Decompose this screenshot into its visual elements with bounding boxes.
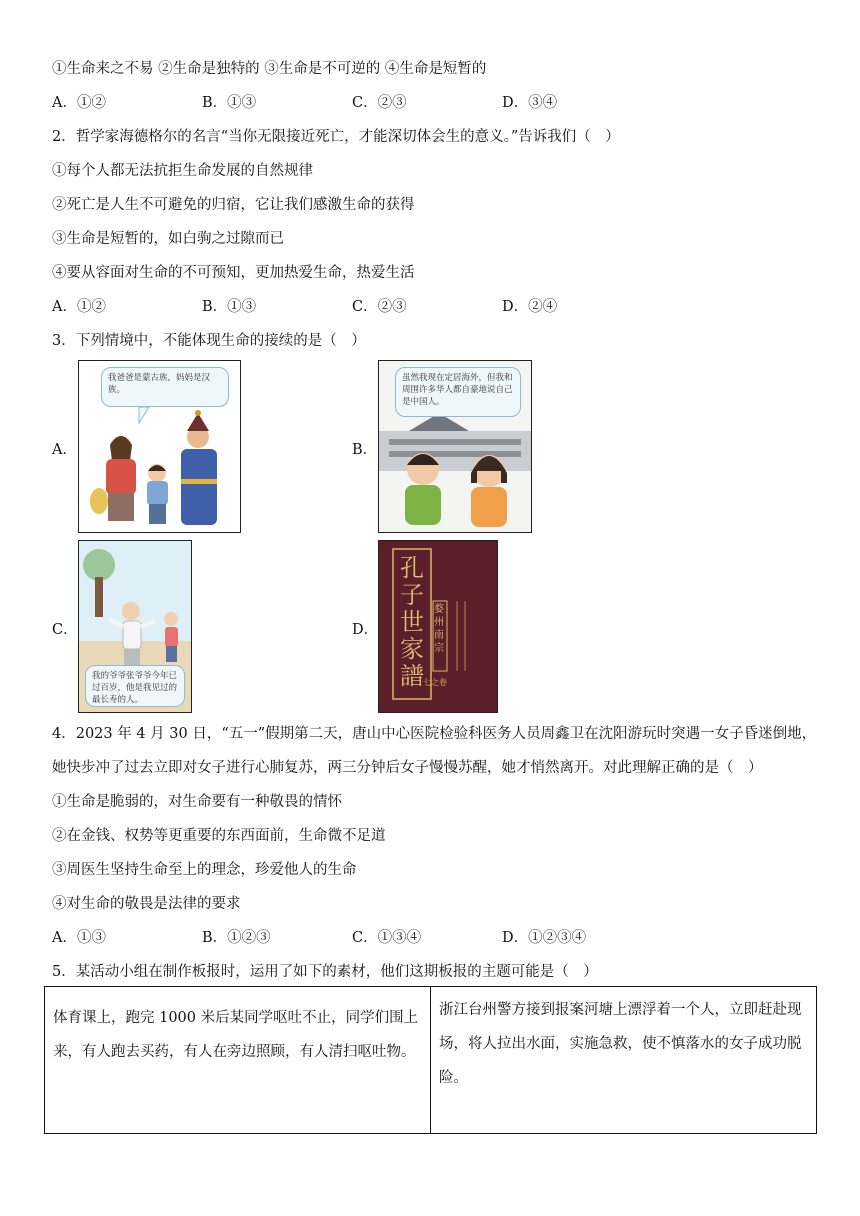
q3-stem: 3．下列情境中，不能体现生命的接续的是（ ） <box>52 333 366 349</box>
q4-option-c[interactable]: C．①③④ <box>352 930 422 946</box>
q4-statement-1: ①生命是脆弱的，对生命要有一种敬畏的情怀 <box>52 794 342 810</box>
q3-a-speech-bubble: 我爸爸是蒙古族，妈妈是汉族。 <box>101 367 229 407</box>
q4-option-a[interactable]: A．①③ <box>52 930 106 946</box>
q1-statements: ①生命来之不易 ②生命是独特的 ③生命是不可逆的 ④生命是短暂的 <box>52 61 487 77</box>
q4-option-d[interactable]: D．①②③④ <box>502 930 587 946</box>
q2-option-d[interactable]: D．②④ <box>502 299 558 315</box>
q2-option-c[interactable]: C．②③ <box>352 299 407 315</box>
q3-label-b[interactable]: B． <box>352 442 378 458</box>
book-volume: 七之卷 <box>423 678 447 687</box>
book-title-char: 子 <box>400 581 424 609</box>
q5-stem: 5．某活动小组在制作板报时，运用了如下的素材，他们这期板报的主题可能是（ ） <box>52 964 598 980</box>
book-title-char: 世 <box>400 608 424 636</box>
q1-option-a[interactable]: A．①② <box>52 95 106 111</box>
q3-image-d[interactable] <box>378 540 498 713</box>
q4-stem-line-1: 4．2023 年 4 月 30 日，“五一”假期第二天，唐山中心医院检验科医务人员周鑫卫在沈阳游玩时突遇一女子昏迷倒地， <box>52 726 817 742</box>
q5-left-cell: 体育课上，跑完 1000 米后某同学呕吐不止，同学们围上来，有人跑去买药，有人在旁边照顾，有人清扫呕吐物。 <box>45 987 431 1134</box>
q2-option-a[interactable]: A．①② <box>52 299 106 315</box>
family-illustration <box>79 361 240 532</box>
q2-stem: 2．哲学家海德格尔的名言“当你无限接近死亡，才能深切体会生的意义。”告诉我们（ ） <box>52 129 620 145</box>
q4-statement-3: ③周医生坚持生命至上的理念，珍爱他人的生命 <box>52 862 357 878</box>
q5-material-table <box>44 986 817 1134</box>
q2-statement-2: ②死亡是人生不可避免的归宿，它让我们感激生命的获得 <box>52 197 415 213</box>
q3-label-c[interactable]: C． <box>52 622 78 638</box>
q1-option-b[interactable]: B．①③ <box>202 95 257 111</box>
q2-statement-4: ④要从容面对生命的不可预知，更加热爱生命，热爱生活 <box>52 265 415 281</box>
q3-label-d[interactable]: D． <box>352 622 379 638</box>
q2-option-b[interactable]: B．①③ <box>202 299 257 315</box>
q3-image-a[interactable] <box>78 360 241 533</box>
q4-statement-4: ④对生命的敬畏是法律的要求 <box>52 896 241 912</box>
q2-statement-3: ③生命是短暂的，如白驹之过隙而已 <box>52 231 284 247</box>
q3-c-speech-bubble: 我的爷爷张爷爷今年已过百岁，他是我见过的最长寿的人。 <box>85 665 185 707</box>
q3-image-c[interactable] <box>78 540 192 713</box>
book-subtitle: 婺州南宗 <box>434 604 444 654</box>
q3-image-b[interactable] <box>378 360 532 533</box>
q1-option-c[interactable]: C．②③ <box>352 95 407 111</box>
q2-options <box>52 297 812 317</box>
q2-statement-1: ①每个人都无法抗拒生命发展的自然规律 <box>52 163 313 179</box>
book-title-char: 譜 <box>400 662 424 690</box>
book-title-char: 孔 <box>400 554 424 582</box>
q1-option-d[interactable]: D．③④ <box>502 95 558 111</box>
q4-options <box>52 928 812 948</box>
q4-statement-2: ②在金钱、权势等更重要的东西面前，生命微不足道 <box>52 828 386 844</box>
book-title-char: 家 <box>400 635 424 663</box>
q5-right-cell: 浙江台州警方接到报案河塘上漂浮着一个人，立即赶赴现场，将人拉出水面，实施急救，使不慎落水的女子成功脱险。 <box>431 987 817 1134</box>
book-title <box>395 555 429 690</box>
q1-options <box>52 93 812 113</box>
q4-stem-line-2: 她快步冲了过去立即对女子进行心肺复苏，两三分钟后女子慢慢苏醒，她才悄然离开。对此理解正确的是（ ） <box>52 760 763 776</box>
q4-option-b[interactable]: B．①②③ <box>202 930 271 946</box>
q3-b-speech-bubble: 虽然我现在定居海外，但我和周围许多华人都自豪地说自己是中国人。 <box>395 367 521 417</box>
q3-label-a[interactable]: A． <box>52 442 77 458</box>
